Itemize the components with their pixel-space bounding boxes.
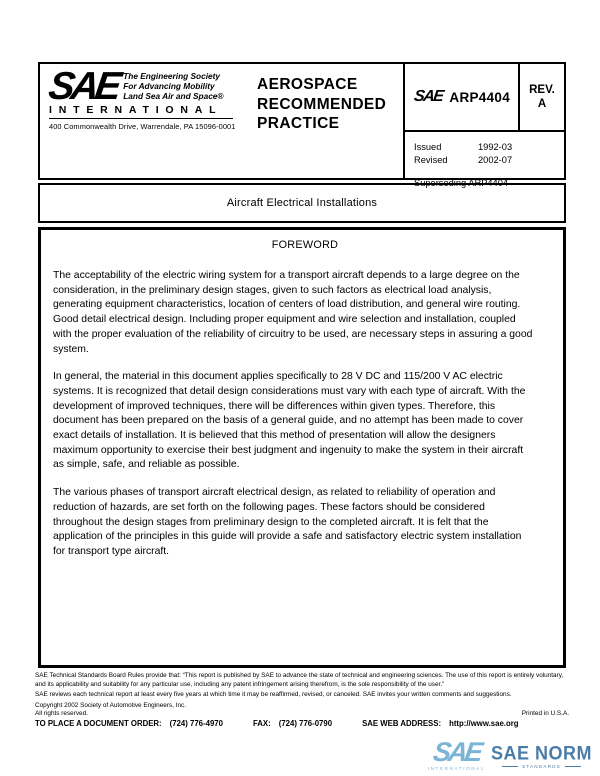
document-header (38, 62, 566, 189)
rights-line: All rights reserved. (35, 709, 88, 717)
issued-date: 1992-03 (478, 142, 513, 152)
revised-row (414, 154, 564, 167)
foreword-heading: FOREWORD (271, 239, 339, 251)
document-type-title: AEROSPACE RECOMMENDED PRACTICE (257, 76, 387, 133)
review-notice: SAE reviews each technical report at least every five years at which time it may be reaffirmed, revised, or canceled. SAE invites your written comments and suggestions. (35, 691, 512, 698)
printed-line: Printed in U.S.A. (521, 709, 569, 717)
revised-label: Revised (414, 154, 448, 165)
revision-cell (518, 64, 564, 130)
title-band (38, 183, 566, 223)
document-number: ARP4404 (449, 89, 511, 105)
issued-row (414, 141, 564, 154)
order-phone: (724) 776-4970 (169, 719, 223, 728)
copyright-line: Copyright 2002 Society of Automotive Engineers, Inc. (35, 702, 186, 709)
watermark-sae-logo-icon: SAE (431, 737, 482, 768)
sae-norm-watermark (427, 737, 592, 771)
fax-number: (724) 776-0790 (278, 719, 333, 728)
fax-label: FAX: (252, 719, 271, 728)
document-body (38, 227, 566, 668)
sae-small-logo-icon: SAE (412, 88, 444, 105)
order-label: TO PLACE A DOCUMENT ORDER: (35, 719, 162, 728)
document-id-box (403, 64, 564, 189)
document-dates (405, 132, 564, 190)
tsb-rules-notice: SAE Technical Standards Board Rules provide that: “This report is published by SAE to advance the state of technical and engineering sciences. The use of this report is entirely voluntary, and its applicability and suitability for any particular use, including any patent infringement arising therefrom, is the sole responsibility of the user.” (35, 672, 564, 688)
revision-label: REV. (529, 83, 555, 96)
paragraph: The acceptability of the electric wiring system for a transport aircraft depends to a large degree on the consideration, in the preliminary design stages, given to such factors as electrical load analysis, generating equipment characteristics, location of centers of load distribution, and general wire routing. Good detail electrical design. Including proper equipment and wire selection and installation, coupled with the proper evaluation of the reliability of circuitry to be used, are necessary steps in assuring a good system. (53, 270, 533, 355)
watermark-international-label: INTERNATIONAL (427, 766, 485, 771)
revised-date: 2002-07 (478, 154, 513, 165)
sae-tagline: The Engineering Society For Advancing Mobility Land Sea Air and Space® (123, 71, 224, 101)
sae-international-label: INTERNATIONAL (49, 104, 233, 119)
paragraph: In general, the material in this document applies specifically to 28 V DC and 115/200 V AC electric systems. It is recognized that detail design considerations must vary with each type of aircraft. With the development of improved techniques, there will be differences within given types. Therefore, this document has been prepared on the basis of a general guide, and no attempt has been made to cover exact details of installation. It is believed that this method of presentation will allow the designers maximum opportunity to exercise their best judgment and ingenuity to make the system in their aircraft as simple, safe, and reliable as possible. (53, 371, 526, 471)
document-title: Aircraft Electrical Installations (226, 197, 378, 209)
sae-address: 400 Commonwealth Drive, Warrendale, PA 15096-0001 (49, 121, 236, 131)
issued-label: Issued (414, 142, 442, 152)
sae-logo (46, 65, 239, 131)
web-address-label: SAE WEB ADDRESS: (362, 719, 442, 728)
web-address-url: http://www.sae.org (449, 719, 519, 728)
order-info-line (35, 719, 519, 728)
watermark-tagline: STANDARDS (491, 764, 592, 769)
superseding-note: Superseding ARP4404 (414, 178, 509, 189)
revision-value: A (537, 98, 547, 110)
paragraph: The various phases of transport aircraft electrical design, as related to reliability of operation and reduction of hazards, are set forth on the following pages. These factors should be considered throughout the design stages from preliminary design to the completed aircraft. It is felt that the application of the principles in this guide will provide a safe and satisfactory electric system installation for transport type aircraft. (53, 487, 522, 557)
sae-logo-icon: SAE (46, 65, 121, 108)
watermark-name: SAE NORM (490, 742, 592, 765)
document-id-cell (405, 64, 518, 130)
